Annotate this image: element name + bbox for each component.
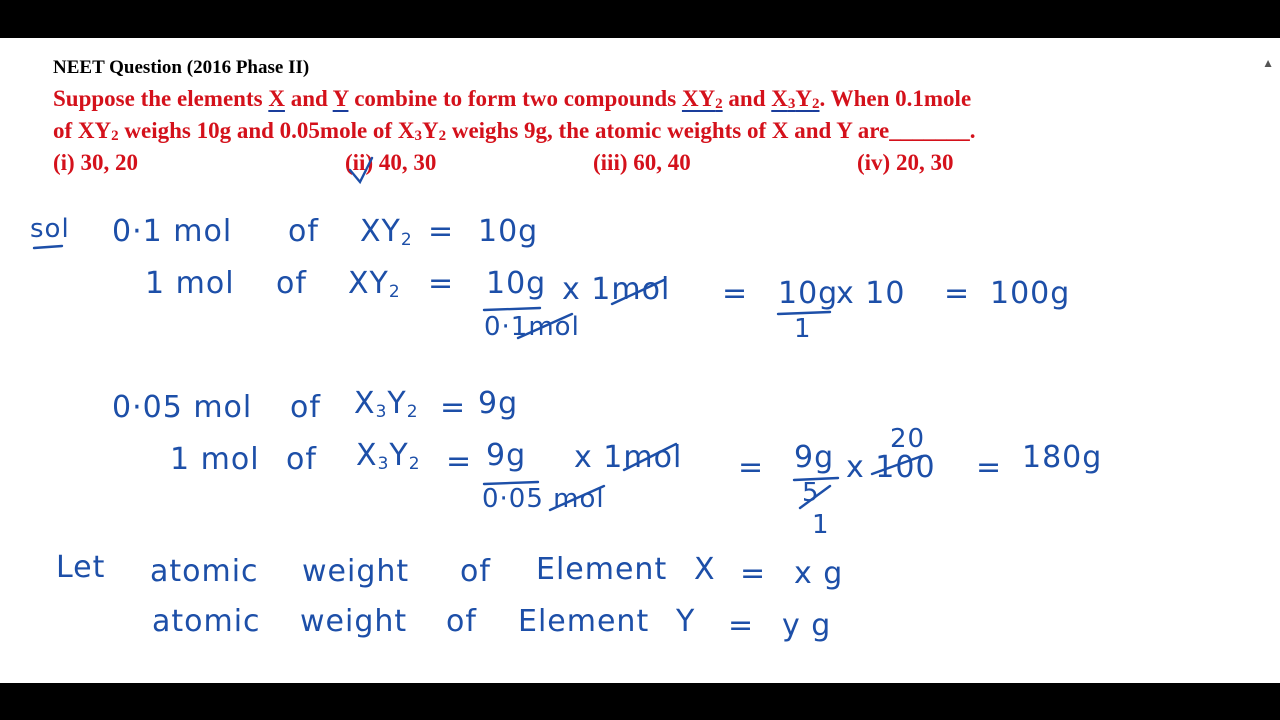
row2-qty: 1 mol [145,266,235,301]
row4-denominator-below: 1 [812,510,830,540]
row2-result: 100g [990,276,1071,311]
row3-equals: = [440,390,467,425]
option-3: (iii) 60, 40 [593,150,691,175]
row3-qty: 0·05 mol [112,390,253,425]
row2-of: of [276,266,307,301]
row5-of: of [460,554,491,589]
row5-let: Let [56,550,106,585]
row2-equals-2: = [722,276,749,311]
question-line-1: Suppose the elements X and Y combine to form two compounds $XY_2$ and $X_3Y_2$. When 0.1mole [53,86,972,112]
sol-underline [34,246,62,248]
row4-multiplier-above: 20 [890,424,926,454]
row5-weight: weight [302,554,410,589]
row4-cancel-five [800,486,830,508]
row6-var: Y [676,604,696,639]
row2-denominator: 0·1mol [484,312,580,342]
row2-cancel-num [612,280,664,304]
row6-of: of [446,604,477,639]
row4-equals-2: = [738,450,765,485]
row4-fraction-bar [484,482,538,484]
row2-cancel-den [518,314,572,338]
row2-compound: $XY_2$ [348,266,401,302]
row5-var: X [694,552,716,587]
row5-element: Element [536,552,668,587]
sol-label: sol [30,214,70,244]
row2-numerator: 10g [486,266,547,301]
row6-atomic: atomic [152,604,261,639]
row2-equals-3: = [944,276,971,311]
row1-compound: $XY_2$ [360,214,413,250]
row2-equals: = [428,266,455,301]
row2-denominator-2: 1 [794,314,812,344]
row2-multiplier-2: x 10 [836,276,906,311]
row4-equals-3: = [976,450,1003,485]
option-2: (ii) 40, 30 [345,150,437,175]
row6-equals: = [728,608,755,643]
row3-compound: $X_3Y_2$ [354,386,419,422]
row2-fraction-bar-2 [778,312,830,314]
row5-value: x g [794,556,844,591]
row4-multiplier: x 1mol [574,440,683,475]
row3-of: of [290,390,321,425]
row4-denominator: 0·05 mol [482,484,605,514]
row4-of: of [286,442,317,477]
row4-multiplier-2: x 100 [846,450,936,485]
row6-value: y g [782,608,832,643]
row1-rhs: 10g [478,214,539,249]
row4-denominator-2: 5 [802,478,820,508]
scroll-up-icon[interactable]: ▲ [1262,56,1274,70]
row4-fraction-bar-2 [794,478,838,480]
ink-strokes [0,38,1280,683]
checkmark-icon [350,158,372,182]
row5-equals: = [740,556,767,591]
row4-numerator: 9g [486,438,527,473]
row6-weight: weight [300,604,408,639]
row2-multiplier: x 1mol [562,272,671,307]
question-line-2: of $XY_2$ weighs 10g and 0.05mole of $X_3Y_2$ weighs 9g, the atomic weights of X and Y are_______. [53,118,976,144]
row4-cancel-den [550,486,604,510]
row4-numerator-2: 9g [794,440,835,475]
option-1: (i) 30, 20 [53,150,138,175]
option-4: (iv) 20, 30 [857,150,954,175]
row4-result: 180g [1022,440,1103,475]
question-heading: NEET Question (2016 Phase II) [53,57,310,78]
row4-equals: = [446,444,473,479]
row4-cancel-num [624,444,676,470]
row4-qty: 1 mol [170,442,260,477]
row2-fraction-bar [484,308,540,310]
row1-qty: 0·1 mol [112,214,233,249]
row1-of: of [288,214,319,249]
row4-cancel-hundred [872,456,922,474]
row6-element: Element [518,604,650,639]
row3-rhs: 9g [478,386,519,421]
row4-compound: $X_3Y_2$ [356,438,421,474]
slide-page [0,38,1280,683]
row2-numerator-2: 10g [778,276,839,311]
row1-equals: = [428,214,455,249]
row5-atomic: atomic [150,554,259,589]
